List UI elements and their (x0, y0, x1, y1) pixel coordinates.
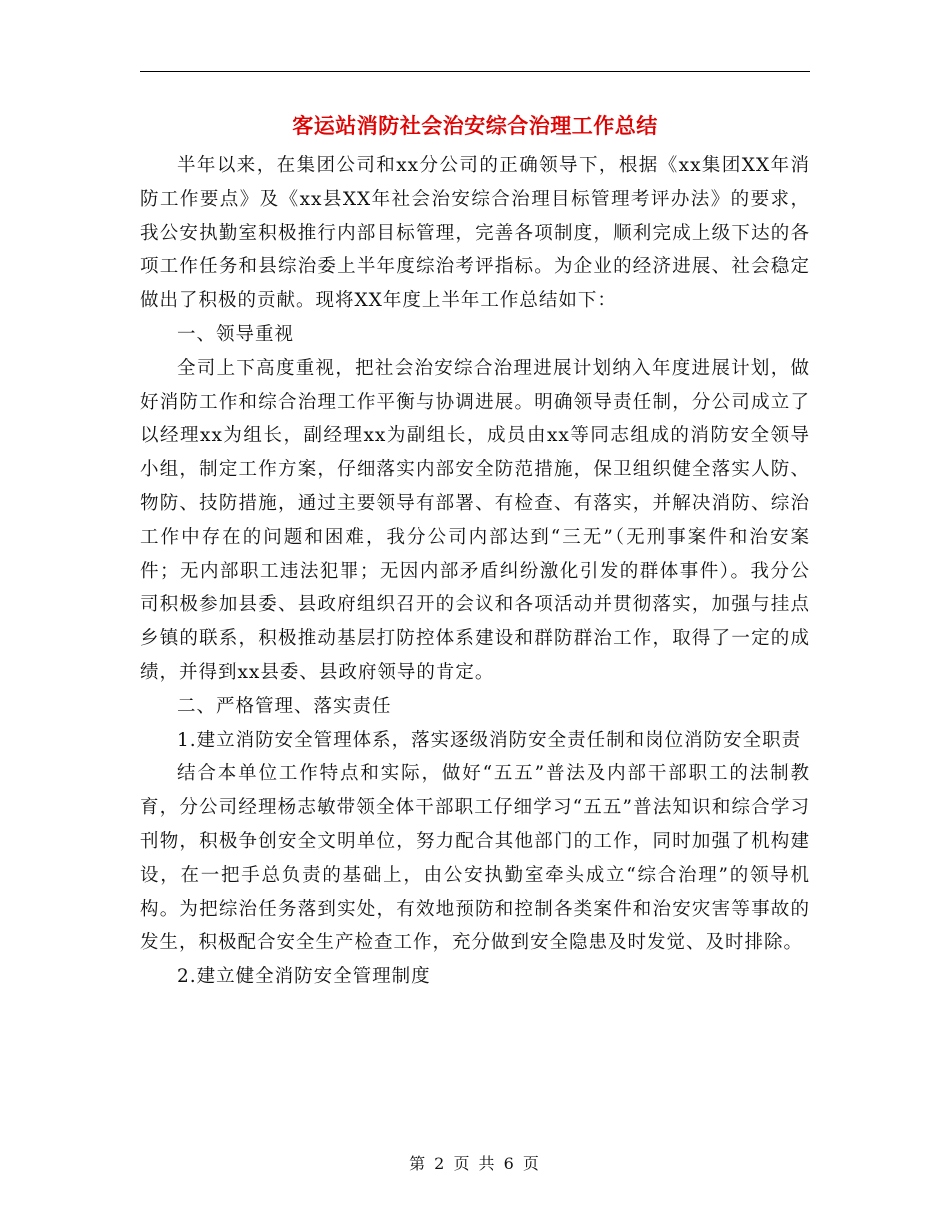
page-number-footer: 第 2 页 共 6 页 (409, 1154, 541, 1173)
subsection-heading-2: 2.建立健全消防安全管理制度 (177, 966, 431, 988)
document-title: 客运站消防社会治安综合治理工作总结 (292, 113, 658, 138)
section-heading-1: 一、领导重视 (177, 323, 295, 345)
header-rule (140, 71, 810, 72)
section-heading-2: 二、严格管理、落实责任 (177, 695, 392, 717)
subsection-heading-1: 1.建立消防安全管理体系，落实逐级消防安全责任制和岗位消防安全职责 (177, 729, 802, 751)
subsection-1-paragraph: 结合本单位工作特点和实际，做好“五五”普法及内部干部职工的法制教育，分公司经理杨志敏带领全体干部职工仔细学习“五五”普法知识和综合学习刊物，积极争创安全文明单位，努力配合其他部门的工作，同时加强了机构建设，在一把手总负责的基础上，由公安执勤室牵头成立“综合治理”的领导机构。为把综治任务落到实处，有效地预防和控制各类案件和治安灾害等事故的发生，积极配合安全生产检查工作，充分做到安全隐患及时发觉、及时排除。 (140, 763, 810, 954)
document-body (140, 149, 810, 994)
intro-paragraph: 半年以来，在集团公司和xx分公司的正确领导下，根据《xx集团XX年消防工作要点》及《xx县XX年社会治安综合治理目标管理考评办法》的要求，我公安执勤室积极推行内部目标管理，完善各项制度，顺利完成上级下达的各项工作任务和县综治委上半年度综治考评指标。为企业的经济进展、社会稳定做出了积极的贡献。现将XX年度上半年工作总结如下： (140, 155, 810, 312)
section-1-paragraph: 全司上下高度重视，把社会治安综合治理进展计划纳入年度进展计划，做好消防工作和综合治理工作平衡与协调进展。明确领导责任制，分公司成立了以经理xx为组长，副经理xx为副组长，成员由xx等同志组成的消防安全领导小组，制定工作方案，仔细落实内部安全防范措施，保卫组织健全落实人防、物防、技防措施，通过主要领导有部署、有检查、有落实，并解决消防、综治工作中存在的问题和困难，我分公司内部达到“三无”（无刑事案件和治安案件；无内部职工违法犯罪；无因内部矛盾纠纷激化引发的群体事件）。我分公司积极参加县委、县政府组织召开的会议和各项活动并贯彻落实，加强与挂点乡镇的联系，积极推动基层打防控体系建设和群防群治工作，取得了一定的成绩，并得到xx县委、县政府领导的肯定。 (140, 357, 810, 683)
